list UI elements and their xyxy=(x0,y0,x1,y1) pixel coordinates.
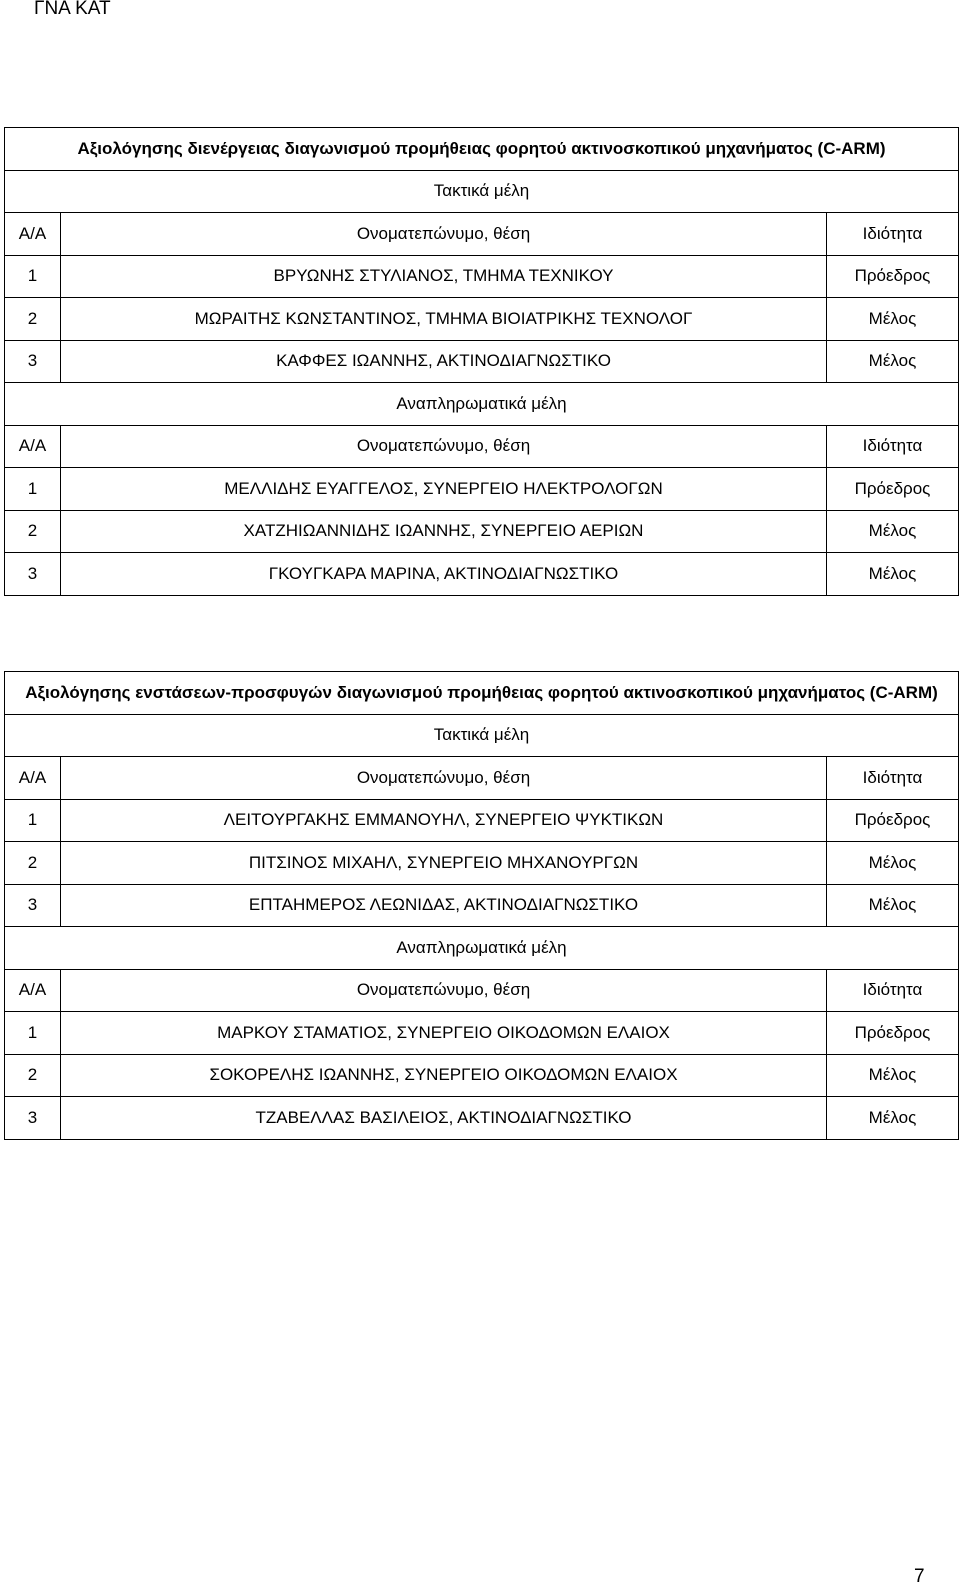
row-role: Μέλος xyxy=(827,510,959,553)
row-role: Μέλος xyxy=(827,340,959,383)
row-role: Πρόεδρος xyxy=(827,799,959,842)
section-label-substitute: Αναπληρωματικά μέλη xyxy=(5,383,959,426)
table-row xyxy=(5,1097,959,1140)
row-name: ΜΑΡΚΟΥ ΣΤΑΜΑΤΙΟΣ, ΣΥΝΕΡΓΕΙΟ ΟΙΚΟΔΟΜΩΝ ΕΛΑΙΟΧ xyxy=(61,1012,827,1055)
row-name: ΜΩΡΑΙΤΗΣ ΚΩΝΣΤΑΝΤΙΝΟΣ, ΤΜΗΜΑ ΒΙΟΙΑΤΡΙΚΗΣ ΤΕΧΝΟΛΟΓ xyxy=(61,298,827,341)
row-role: Πρόεδρος xyxy=(827,468,959,511)
column-header-aa: Α/Α xyxy=(5,757,61,800)
row-role: Μέλος xyxy=(827,1054,959,1097)
row-name: ΜΕΛΛΙΔΗΣ ΕΥΑΓΓΕΛΟΣ, ΣΥΝΕΡΓΕΙΟ ΗΛΕΚΤΡΟΛΟΓΩΝ xyxy=(61,468,827,511)
row-aa: 2 xyxy=(5,1054,61,1097)
table-row xyxy=(5,842,959,885)
row-aa: 1 xyxy=(5,799,61,842)
row-aa: 2 xyxy=(5,842,61,885)
row-name: ΕΠΤΑΗΜΕΡΟΣ ΛΕΩΝΙΔΑΣ, ΑΚΤΙΝΟΔΙΑΓΝΩΣΤΙΚΟ xyxy=(61,884,827,927)
row-aa: 1 xyxy=(5,1012,61,1055)
column-header-name: Ονοματεπώνυμο, θέση xyxy=(61,425,827,468)
row-aa: 2 xyxy=(5,298,61,341)
section-label-regular: Τακτικά μέλη xyxy=(5,170,959,213)
row-role: Πρόεδρος xyxy=(827,255,959,298)
table-title: Αξιολόγησης διενέργειας διαγωνισμού προμήθειας φορητού ακτινοσκοπικού μηχανήματος (C-ARM) xyxy=(5,128,959,171)
page-number: 7 xyxy=(914,1566,925,1587)
table-row xyxy=(5,510,959,553)
column-header-name: Ονοματεπώνυμο, θέση xyxy=(61,757,827,800)
table-title: Αξιολόγησης ενστάσεων-προσφυγών διαγωνισμού προμήθειας φορητού ακτινοσκοπικού μηχανήματος (C-ARM) xyxy=(5,672,959,715)
column-header-row xyxy=(5,969,959,1012)
table-row xyxy=(5,799,959,842)
row-aa: 3 xyxy=(5,884,61,927)
page-header: ΓΝΑ ΚΑΤ xyxy=(34,0,111,19)
row-name: ΤΖΑΒΕΛΛΑΣ ΒΑΣΙΛΕΙΟΣ, ΑΚΤΙΝΟΔΙΑΓΝΩΣΤΙΚΟ xyxy=(61,1097,827,1140)
column-header-name: Ονοματεπώνυμο, θέση xyxy=(61,213,827,256)
row-aa: 3 xyxy=(5,1097,61,1140)
column-header-name: Ονοματεπώνυμο, θέση xyxy=(61,969,827,1012)
row-aa: 3 xyxy=(5,553,61,596)
row-aa: 3 xyxy=(5,340,61,383)
table-row xyxy=(5,884,959,927)
table-row xyxy=(5,255,959,298)
column-header-role: Ιδιότητα xyxy=(827,969,959,1012)
row-role: Πρόεδρος xyxy=(827,1012,959,1055)
column-header-row xyxy=(5,213,959,256)
row-name: ΓΚΟΥΓΚΑΡΑ ΜΑΡΙΝΑ, ΑΚΤΙΝΟΔΙΑΓΝΩΣΤΙΚΟ xyxy=(61,553,827,596)
row-name: ΠΙΤΣΙΝΟΣ ΜΙΧΑΗΛ, ΣΥΝΕΡΓΕΙΟ ΜΗΧΑΝΟΥΡΓΩΝ xyxy=(61,842,827,885)
table-row xyxy=(5,1012,959,1055)
table-row xyxy=(5,298,959,341)
row-role: Μέλος xyxy=(827,298,959,341)
row-aa: 1 xyxy=(5,255,61,298)
row-name: ΚΑΦΦΕΣ ΙΩΑΝΝΗΣ, ΑΚΤΙΝΟΔΙΑΓΝΩΣΤΙΚΟ xyxy=(61,340,827,383)
column-header-row xyxy=(5,425,959,468)
table-row xyxy=(5,1054,959,1097)
row-name: ΣΟΚΟΡΕΛΗΣ ΙΩΑΝΝΗΣ, ΣΥΝΕΡΓΕΙΟ ΟΙΚΟΔΟΜΩΝ ΕΛΑΙΟΧ xyxy=(61,1054,827,1097)
table-row xyxy=(5,340,959,383)
column-header-row xyxy=(5,757,959,800)
column-header-role: Ιδιότητα xyxy=(827,213,959,256)
table-row xyxy=(5,553,959,596)
row-name: ΒΡΥΩΝΗΣ ΣΤΥΛΙΑΝΟΣ, ΤΜΗΜΑ ΤΕΧΝΙΚΟΥ xyxy=(61,255,827,298)
committee-table-2 xyxy=(4,671,959,1140)
row-aa: 2 xyxy=(5,510,61,553)
row-name: ΧΑΤΖΗΙΩΑΝΝΙΔΗΣ ΙΩΑΝΝΗΣ, ΣΥΝΕΡΓΕΙΟ ΑΕΡΙΩΝ xyxy=(61,510,827,553)
section-label-substitute: Αναπληρωματικά μέλη xyxy=(5,927,959,970)
row-role: Μέλος xyxy=(827,842,959,885)
row-role: Μέλος xyxy=(827,1097,959,1140)
row-role: Μέλος xyxy=(827,884,959,927)
column-header-aa: Α/Α xyxy=(5,425,61,468)
column-header-role: Ιδιότητα xyxy=(827,757,959,800)
column-header-aa: Α/Α xyxy=(5,969,61,1012)
row-name: ΛΕΙΤΟΥΡΓΑΚΗΣ ΕΜΜΑΝΟΥΗΛ, ΣΥΝΕΡΓΕΙΟ ΨΥΚΤΙΚΩΝ xyxy=(61,799,827,842)
table-row xyxy=(5,468,959,511)
column-header-role: Ιδιότητα xyxy=(827,425,959,468)
section-label-regular: Τακτικά μέλη xyxy=(5,714,959,757)
committee-table-1 xyxy=(4,127,959,596)
row-role: Μέλος xyxy=(827,553,959,596)
column-header-aa: Α/Α xyxy=(5,213,61,256)
row-aa: 1 xyxy=(5,468,61,511)
